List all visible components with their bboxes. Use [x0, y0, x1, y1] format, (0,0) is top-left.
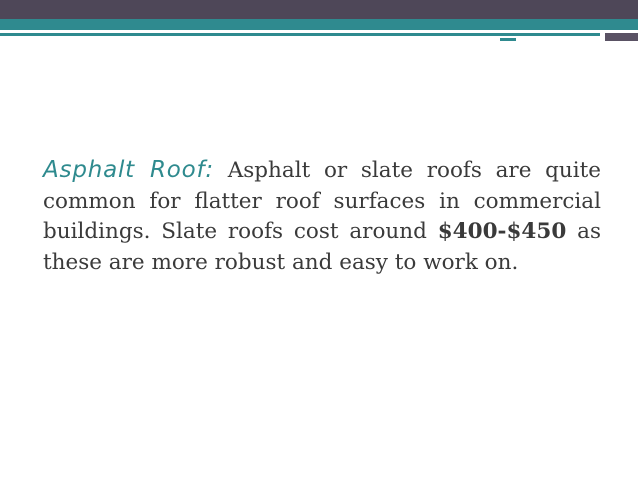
accent-band — [0, 19, 638, 30]
accent-line — [0, 33, 600, 36]
title-bar-decoration — [0, 0, 638, 19]
body-text-2: as these are more robust and easy to work on. — [43, 219, 601, 275]
body-text-1: Asphalt or slate roofs are quite common for flatter roof surfaces in commercial buildings. Slate roofs cost around — [43, 158, 601, 244]
slide-body — [43, 155, 601, 278]
price-range: $400-$450 — [437, 219, 567, 244]
accent-stub — [500, 38, 516, 41]
section-heading: Asphalt Roof: — [43, 157, 214, 183]
corner-notch — [605, 33, 638, 41]
